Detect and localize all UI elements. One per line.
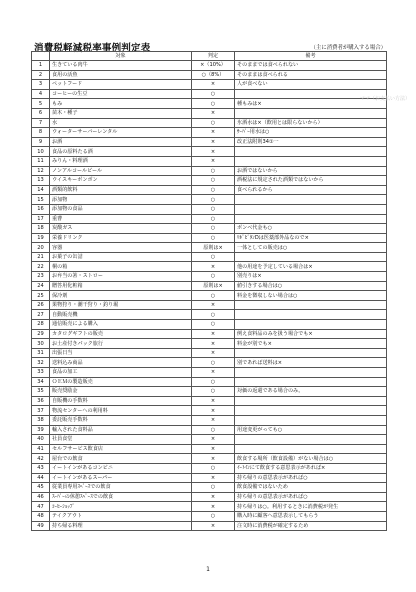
row-remark: 値引きする場合は○ xyxy=(235,281,387,291)
table-row xyxy=(32,310,387,320)
table-row xyxy=(32,511,387,521)
row-judgement: × xyxy=(192,435,235,445)
row-item: 出張日当 xyxy=(50,348,192,358)
table-row xyxy=(32,214,387,224)
row-number: 17 xyxy=(32,214,50,224)
row-item: 自動販売機 xyxy=(50,310,192,320)
row-judgement: ○ xyxy=(192,377,235,387)
row-judgement: ○ xyxy=(192,185,235,195)
row-remark xyxy=(235,108,387,118)
row-judgement: × xyxy=(192,128,235,138)
row-remark: ボンベ代金も○ xyxy=(235,224,387,234)
row-item: 食用の活魚 xyxy=(50,70,192,80)
row-remark: そのままは食べられる xyxy=(235,70,387,80)
table-row xyxy=(32,463,387,473)
table-row xyxy=(32,176,387,186)
table-row xyxy=(32,108,387,118)
row-remark xyxy=(235,320,387,330)
row-item: お酒 xyxy=(50,137,192,147)
row-remark: 一体としての販売は○ xyxy=(235,243,387,253)
row-judgement: ○ xyxy=(192,89,235,99)
table-row xyxy=(32,339,387,349)
table-row xyxy=(32,281,387,291)
row-number: 33 xyxy=(32,368,50,378)
table-row xyxy=(32,252,387,262)
row-number: 46 xyxy=(32,492,50,502)
row-number: 28 xyxy=(32,320,50,330)
row-remark: そのままでは食べられない xyxy=(235,61,387,71)
document-title: 消費税軽減税率事例判定表 xyxy=(34,43,151,54)
table-row xyxy=(32,89,387,99)
row-remark: お酒ではないから xyxy=(235,166,387,176)
row-item: 従業員専用ｽﾍﾟｰｽでの飲食 xyxy=(50,483,192,493)
row-judgement: × xyxy=(192,521,235,531)
row-judgement: ○ xyxy=(192,463,235,473)
row-number: 25 xyxy=(32,291,50,301)
row-judgement: ○ xyxy=(192,224,235,234)
row-judgement: ○ xyxy=(192,272,235,282)
row-remark: ﾘﾎﾟﾋﾞﾀﾝDは医薬部外品なので× xyxy=(235,233,387,243)
row-remark: 人が食べない xyxy=(235,80,387,90)
row-number: 32 xyxy=(32,358,50,368)
row-remark: 例え食料品のみを扱う場合でも× xyxy=(235,329,387,339)
row-number: 41 xyxy=(32,444,50,454)
table-header-row xyxy=(32,52,387,61)
row-number: 1 xyxy=(32,61,50,71)
row-remark xyxy=(235,435,387,445)
row-item: 食品の加工 xyxy=(50,368,192,378)
table-row xyxy=(32,61,387,71)
row-judgement: × xyxy=(192,502,235,512)
table-row xyxy=(32,224,387,234)
row-remark: 別であれば送料は× xyxy=(235,358,387,368)
page-number: 1 xyxy=(206,566,210,573)
row-item: 容器 xyxy=(50,243,192,253)
table-row xyxy=(32,166,387,176)
row-judgement: ○ xyxy=(192,291,235,301)
row-number: 35 xyxy=(32,387,50,397)
row-remark xyxy=(235,252,387,262)
table-row xyxy=(32,243,387,253)
row-judgement: ○ xyxy=(192,310,235,320)
table-row xyxy=(32,99,387,109)
row-item: 水 xyxy=(50,118,192,128)
row-item: 桐の箱 xyxy=(50,262,192,272)
row-item: イートインがあるスーパー xyxy=(50,473,192,483)
table-row xyxy=(32,233,387,243)
table-row xyxy=(32,406,387,416)
row-item: ｺｰﾋｰｼｮｯﾌﾟ xyxy=(50,502,192,512)
row-judgement: × xyxy=(192,454,235,464)
row-remark xyxy=(235,204,387,214)
row-number: 21 xyxy=(32,252,50,262)
header-judge: 判定 xyxy=(192,52,235,61)
row-item: 物流センターへの利用料 xyxy=(50,406,192,416)
row-judgement: ×（10%） xyxy=(192,61,235,71)
row-judgement: ○ xyxy=(192,358,235,368)
table-row xyxy=(32,502,387,512)
row-remark: 対価の返還である場合のみ。 xyxy=(235,387,387,397)
table-row xyxy=(32,185,387,195)
row-number: 30 xyxy=(32,339,50,349)
row-item: お土産付きパック旅行 xyxy=(50,339,192,349)
row-judgement: × xyxy=(192,368,235,378)
row-item: イートインがあるコンビニ xyxy=(50,463,192,473)
row-number: 42 xyxy=(32,454,50,464)
row-item: ペットフード xyxy=(50,80,192,90)
row-judgement: ○ xyxy=(192,425,235,435)
table-row xyxy=(32,320,387,330)
row-number: 18 xyxy=(32,224,50,234)
table-row xyxy=(32,329,387,339)
row-remark xyxy=(235,214,387,224)
table-row xyxy=(32,473,387,483)
row-item: カタログギフトの販売 xyxy=(50,329,192,339)
row-judgement: ○ xyxy=(192,195,235,205)
row-number: 39 xyxy=(32,425,50,435)
row-item: ｽｰﾊﾟｰの休憩ｽﾍﾟｰｽでの飲食 xyxy=(50,492,192,502)
row-remark: 別売りは× xyxy=(235,272,387,282)
row-remark: 持ち帰りの意思表示があれば○ xyxy=(235,492,387,502)
row-remark: 酒税法に規定された酒類ではないから xyxy=(235,176,387,186)
table-row xyxy=(32,454,387,464)
document-note: （主に消費者が購入する場合） xyxy=(310,45,386,51)
row-number: 37 xyxy=(32,406,50,416)
row-judgement: ○（8%） xyxy=(192,70,235,80)
row-item: お弁当の箸・ストロー xyxy=(50,272,192,282)
row-item: 自販機の手数料 xyxy=(50,396,192,406)
row-remark: 持ち帰りの意思表示があれば○ xyxy=(235,473,387,483)
row-number: 47 xyxy=(32,502,50,512)
header-no xyxy=(32,52,50,61)
row-judgement: × xyxy=(192,156,235,166)
table-row xyxy=(32,483,387,493)
row-judgement: ○ xyxy=(192,387,235,397)
table-row xyxy=(32,358,387,368)
table-row xyxy=(32,291,387,301)
row-remark: 購入時に顧客へ意思表示してもらう xyxy=(235,511,387,521)
row-remark: 飲食設備ではないため xyxy=(235,483,387,493)
row-item: 委託販売手数料 xyxy=(50,415,192,425)
table-row xyxy=(32,377,387,387)
row-judgement: × xyxy=(192,108,235,118)
row-item: みりん・料理酒 xyxy=(50,156,192,166)
row-judgement: × xyxy=(192,339,235,349)
row-judgement: ○ xyxy=(192,118,235,128)
row-judgement: × xyxy=(192,348,235,358)
row-item: テイクアウト xyxy=(50,511,192,521)
table-row xyxy=(32,204,387,214)
table-row xyxy=(32,272,387,282)
row-judgement: × xyxy=(192,262,235,272)
row-remark: 用途変更がっても○ xyxy=(235,425,387,435)
table-row xyxy=(32,147,387,157)
row-number: 24 xyxy=(32,281,50,291)
table-row xyxy=(32,444,387,454)
row-judgement: ○ xyxy=(192,166,235,176)
row-item: コーヒーの生豆 xyxy=(50,89,192,99)
table-row xyxy=(32,368,387,378)
row-judgement: × xyxy=(192,80,235,90)
row-judgement: 原則は× xyxy=(192,243,235,253)
table-row xyxy=(32,118,387,128)
row-judgement: ○ xyxy=(192,511,235,521)
row-item: セルフサービス飲食店 xyxy=(50,444,192,454)
row-number: 7 xyxy=(32,118,50,128)
row-judgement: ○ xyxy=(192,233,235,243)
row-remark xyxy=(235,310,387,320)
row-number: 9 xyxy=(32,137,50,147)
row-remark xyxy=(235,195,387,205)
row-number: 3 xyxy=(32,80,50,90)
row-item: 屋台での飲食 xyxy=(50,454,192,464)
table-row xyxy=(32,521,387,531)
row-judgement: ○ xyxy=(192,176,235,186)
row-remark xyxy=(235,406,387,416)
row-item: 輸入された食料品 xyxy=(50,425,192,435)
row-number: 36 xyxy=(32,396,50,406)
row-number: 15 xyxy=(32,195,50,205)
row-item: 販売奨励金 xyxy=(50,387,192,397)
table-row xyxy=(32,492,387,502)
row-remark: 飲食する場所（飲食設備）がない場合は○ xyxy=(235,454,387,464)
row-number: 48 xyxy=(32,511,50,521)
row-remark: 他の用途を予定している場合は× xyxy=(235,262,387,272)
row-remark xyxy=(235,415,387,425)
row-judgement: × xyxy=(192,329,235,339)
row-judgement: × xyxy=(192,300,235,310)
table-row xyxy=(32,415,387,425)
row-remark xyxy=(235,377,387,387)
row-remark: 料金が別でも× xyxy=(235,339,387,349)
row-remark xyxy=(235,368,387,378)
row-judgement: 原則は× xyxy=(192,281,235,291)
row-item: ノンアルコールビール xyxy=(50,166,192,176)
row-number: 49 xyxy=(32,521,50,531)
row-judgement: × xyxy=(192,444,235,454)
row-number: 43 xyxy=(32,463,50,473)
row-judgement: × xyxy=(192,147,235,157)
table-row xyxy=(32,195,387,205)
table-row xyxy=(32,137,387,147)
row-judgement: ○ xyxy=(192,320,235,330)
row-number: 19 xyxy=(32,233,50,243)
row-item: 社員食堂 xyxy=(50,435,192,445)
table-row xyxy=(32,387,387,397)
row-number: 5 xyxy=(32,99,50,109)
row-judgement: × xyxy=(192,406,235,416)
row-number: 13 xyxy=(32,176,50,186)
row-number: 34 xyxy=(32,377,50,387)
row-item: もみ xyxy=(50,99,192,109)
row-item: 酒類的飲料 xyxy=(50,185,192,195)
row-item: ＯＥＭの製造販売 xyxy=(50,377,192,387)
row-number: 16 xyxy=(32,204,50,214)
row-number: 14 xyxy=(32,185,50,195)
header-item: 対象 xyxy=(50,52,192,61)
table-row xyxy=(32,262,387,272)
row-number: 27 xyxy=(32,310,50,320)
row-remark: 食べられるから xyxy=(235,185,387,195)
row-remark xyxy=(235,156,387,166)
row-number: 20 xyxy=(32,243,50,253)
row-item: 炭酸ガス xyxy=(50,224,192,234)
table-row xyxy=(32,300,387,310)
row-item: 通信販売による購入 xyxy=(50,320,192,330)
row-judgement: × xyxy=(192,492,235,502)
row-judgement: × xyxy=(192,473,235,483)
row-item: 持ち帰る料理 xyxy=(50,521,192,531)
row-item: 果物狩り・潮干狩り・釣り堀 xyxy=(50,300,192,310)
row-number: 10 xyxy=(32,147,50,157)
row-remark: 氷酒水は×（飲用とは限らないから） xyxy=(235,118,387,128)
row-number: 45 xyxy=(32,483,50,493)
row-judgement: × xyxy=(192,415,235,425)
row-remark: 注文時に消費税が確定するため xyxy=(235,521,387,531)
row-judgement: ○ xyxy=(192,483,235,493)
row-item: お菓子の缶詰 xyxy=(50,252,192,262)
row-item: ウイスキーボンボン xyxy=(50,176,192,186)
table-row xyxy=(32,425,387,435)
row-number: 38 xyxy=(32,415,50,425)
table-row xyxy=(32,80,387,90)
row-number: 12 xyxy=(32,166,50,176)
row-item: 添加物 xyxy=(50,195,192,205)
row-judgement: ○ xyxy=(192,252,235,262)
row-judgement: ○ xyxy=(192,204,235,214)
row-judgement: ○ xyxy=(192,99,235,109)
table-row xyxy=(32,348,387,358)
row-number: 4 xyxy=(32,89,50,99)
row-number: 44 xyxy=(32,473,50,483)
row-item: 苗木・種子 xyxy=(50,108,192,118)
row-number: 22 xyxy=(32,262,50,272)
row-remark xyxy=(235,147,387,157)
row-item: 添加物の食品 xyxy=(50,204,192,214)
table-row xyxy=(32,70,387,80)
row-number: 6 xyxy=(32,108,50,118)
row-number: 2 xyxy=(32,70,50,80)
row-number: 26 xyxy=(32,300,50,310)
row-item: 食品の原料たる酒 xyxy=(50,147,192,157)
row-number: 8 xyxy=(32,128,50,138)
row-judgement: × xyxy=(192,137,235,147)
row-item: 栄養ドリンク xyxy=(50,233,192,243)
table-row xyxy=(32,435,387,445)
row-number: 31 xyxy=(32,348,50,358)
row-item: 重曹 xyxy=(50,214,192,224)
row-item: 保冷剤 xyxy=(50,291,192,301)
row-remark: 種もみは× xyxy=(235,99,387,109)
row-number: 11 xyxy=(32,156,50,166)
table-body xyxy=(32,61,387,531)
row-number: 23 xyxy=(32,272,50,282)
table-row xyxy=(32,396,387,406)
row-remark xyxy=(235,300,387,310)
row-remark xyxy=(235,348,387,358)
row-remark: 料金を徴収しない場合は○ xyxy=(235,291,387,301)
row-remark: 持ち帰りは○。利用するときに消費税が発生 xyxy=(235,502,387,512)
row-remark xyxy=(235,444,387,454)
row-remark: 改正法附則34①一 xyxy=(235,137,387,147)
row-remark: ｻｰﾊﾞｰ用水は○ xyxy=(235,128,387,138)
row-remark: ｲｰﾄｲﾝにて飲食する意思表示があれば× xyxy=(235,463,387,473)
row-judgement: ○ xyxy=(192,214,235,224)
judgment-table xyxy=(31,51,387,531)
row-item: 贈答用化粧箱 xyxy=(50,281,192,291)
table-row xyxy=(32,128,387,138)
table-row xyxy=(32,156,387,166)
header-remark: 備考 xyxy=(235,52,387,61)
row-number: 29 xyxy=(32,329,50,339)
row-number: 40 xyxy=(32,435,50,445)
row-item: 送料込み商品 xyxy=(50,358,192,368)
row-remark xyxy=(235,396,387,406)
faint-bleed-text: ママ（お支払い方法） xyxy=(359,96,410,102)
row-item: ウォーターサーバーレンタル xyxy=(50,128,192,138)
row-judgement: × xyxy=(192,396,235,406)
row-item: 生きている肉牛 xyxy=(50,61,192,71)
